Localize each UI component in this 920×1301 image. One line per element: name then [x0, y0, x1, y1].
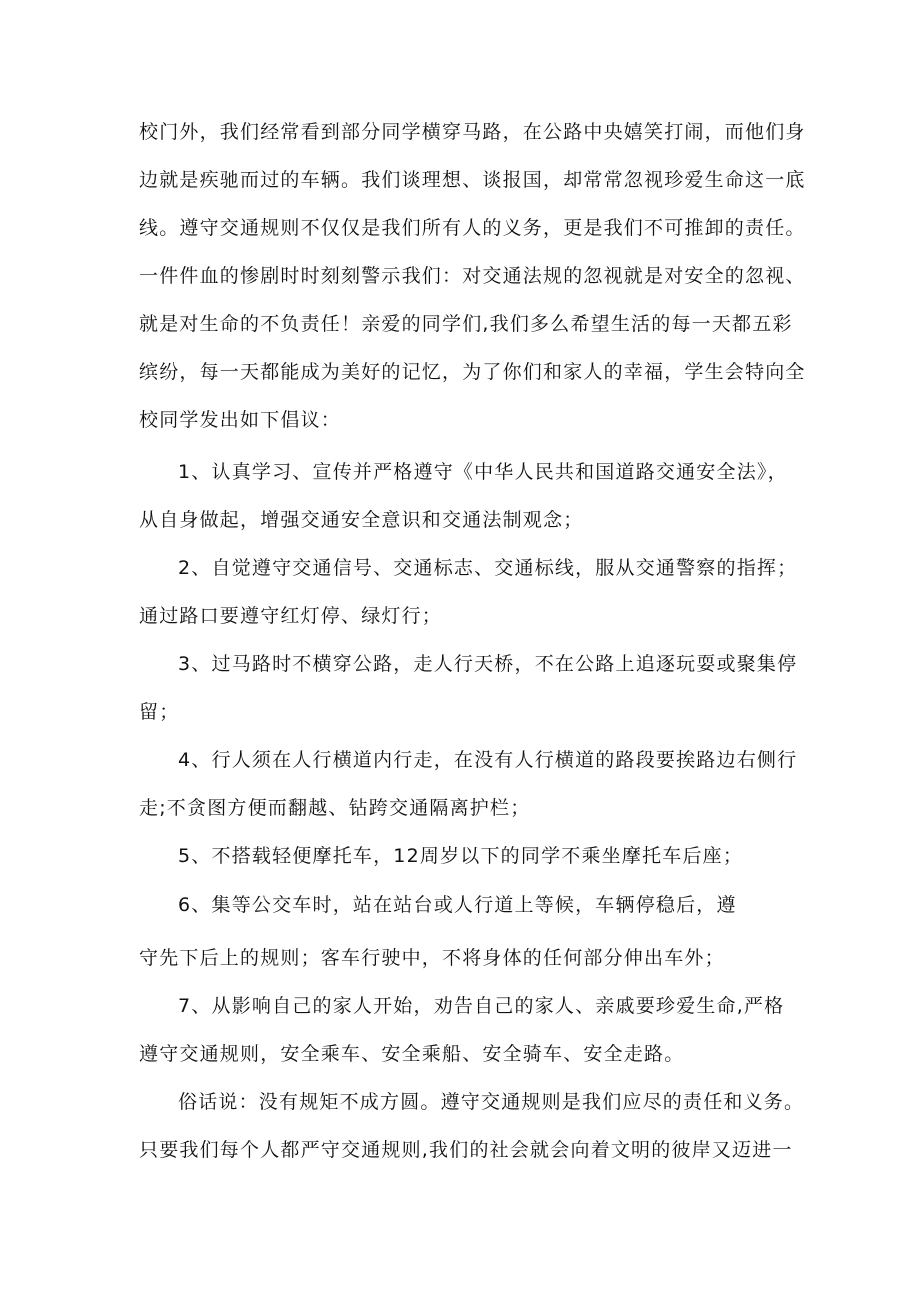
proposal-item-5: 5、不搭载轻便摩托车，12周岁以下的同学不乘坐摩托车后座；	[178, 845, 744, 867]
text-line-2: 边就是疾驰而过的车辆。我们谈理想、谈报国，却常常忽视珍爱生命这一底	[139, 169, 806, 191]
closing-line-1: 俗话说：没有规矩不成方圆。遵守交通规则是我们应尽的责任和义务。	[178, 1091, 805, 1113]
proposal-item-1: 1、认真学习、宣传并严格遵守《中华人民共和国道路交通安全法》，	[178, 461, 788, 483]
proposal-item-6: 6、集等公交车时，站在站台或人行道上等候，车辆停稳后，遵	[178, 894, 737, 916]
closing-line-2: 只要我们每个人都严守交通规则,我们的社会就会向着文明的彼岸又迈进一	[139, 1139, 793, 1161]
proposal-item-4: 4、行人须在人行横道内行走，在没有人行横道的路段要挨路边右侧行	[178, 749, 798, 771]
text-line-4: 一件件血的惨剧时时刻刻警示我们：对交通法规的忽视就是对安全的忽视、	[139, 265, 806, 287]
proposal-item-3: 3、过马路时不横穿公路，走人行天桥，不在公路上追逐玩耍或聚集停	[178, 653, 798, 675]
text-line-6: 缤纷，每一天都能成为美好的记忆，为了你们和家人的幸福，学生会特向全	[139, 361, 806, 383]
proposal-item-4-cont: 走;不贪图方便而翻越、钻跨交通隔离护栏；	[139, 797, 531, 819]
proposal-item-1-cont: 从自身做起，增强交通安全意识和交通法制观念；	[139, 509, 584, 531]
proposal-item-7: 7、从影响自己的家人开始，劝告自己的家人、亲戚要珍爱生命,严格	[178, 995, 785, 1017]
proposal-item-2-cont: 通过路口要遵守红灯停、绿灯行；	[139, 605, 443, 627]
text-line-1: 校门外，我们经常看到部分同学横穿马路，在公路中央嬉笑打闹，而他们身	[139, 121, 806, 143]
proposal-item-2: 2、自觉遵守交通信号、交通标志、交通标线，服从交通警察的指挥；	[178, 557, 798, 579]
text-line-3: 线。遵守交通规则不仅仅是我们所有人的义务，更是我们不可推卸的责任。	[139, 217, 806, 239]
text-line-5: 就是对生命的不负责任！亲爱的同学们,我们多么希望生活的每一天都五彩	[139, 313, 793, 335]
proposal-item-3-cont: 留；	[139, 701, 180, 723]
text-line-7: 校同学发出如下倡议：	[139, 409, 342, 431]
proposal-item-6-cont: 守先下后上的规则；客车行驶中，不将身体的任何部分伸出车外；	[139, 947, 725, 969]
proposal-item-7-cont: 遵守交通规则，安全乘车、安全乘船、安全骑车、安全走路。	[139, 1043, 685, 1065]
